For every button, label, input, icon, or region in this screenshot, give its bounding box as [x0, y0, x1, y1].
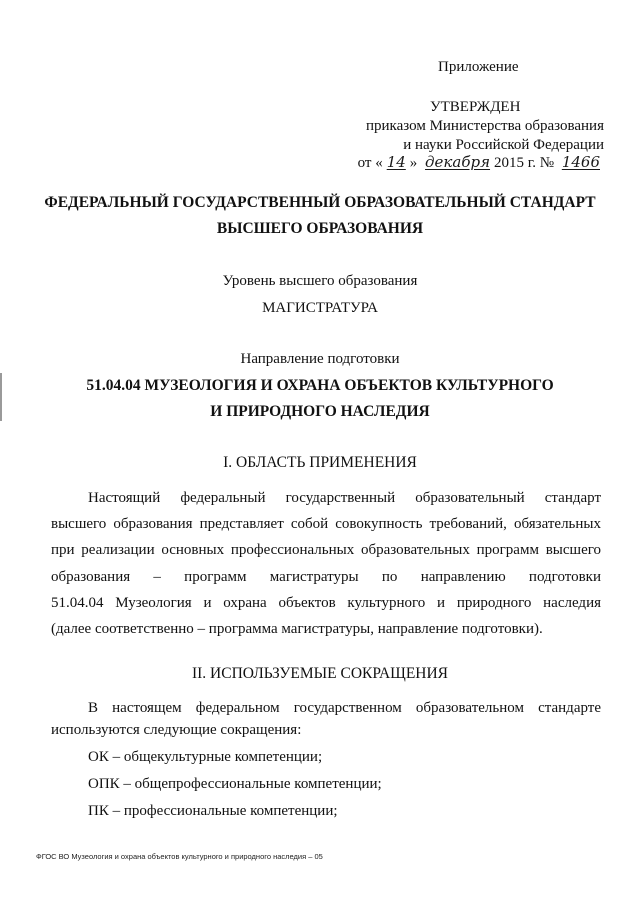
paragraph-line: при реализации основных профессиональных образовательных программ высшего: [51, 542, 601, 558]
direction-label: Направление подготовки: [240, 351, 400, 367]
date-year: 2015 г. №: [494, 155, 555, 171]
paragraph-line: образования – программ магистратуры по направлению подготовки: [51, 569, 601, 585]
paragraph-line: используются следующие сокращения:: [51, 722, 302, 738]
date-mid: »: [409, 155, 418, 171]
direction-title-line-2: И ПРИРОДНОГО НАСЛЕДИЯ: [210, 403, 430, 420]
order-date-line: [358, 153, 604, 172]
order-line-2: и науки Российской Федерации: [403, 137, 604, 153]
abbreviation-item: ПК – профессиональные компетенции;: [88, 803, 338, 819]
paragraph-line: высшего образования представляет собой совокупность требований, обязательных: [51, 516, 601, 532]
abbreviation-item: ОПК – общепрофессиональные компетенции;: [88, 776, 382, 792]
handwritten-day: 14: [386, 153, 406, 171]
direction-title-line-1: 51.04.04 МУЗЕОЛОГИЯ И ОХРАНА ОБЪЕКТОВ КУЛЬТУРНОГО: [86, 377, 554, 394]
paragraph-line: 51.04.04 Музеология и охрана объектов культурного и природного наследия: [51, 595, 601, 611]
page-footer: ФГОС ВО Музеология и охрана объектов культурного и природного наследия – 05: [36, 852, 323, 861]
handwritten-order-number: 1466: [561, 153, 600, 171]
paragraph-line: В настоящем федеральном государственном образовательном стандарте: [88, 700, 601, 716]
paragraph-line: Настоящий федеральный государственный образовательный стандарт: [88, 490, 601, 506]
education-level-label: Уровень высшего образования: [222, 273, 418, 289]
abbreviation-item: ОК – общекультурные компетенции;: [88, 749, 323, 765]
document-title-line-2: ВЫСШЕГО ОБРАЗОВАНИЯ: [216, 220, 424, 237]
document-title-line-1: ФЕДЕРАЛЬНЫЙ ГОСУДАРСТВЕННЫЙ ОБРАЗОВАТЕЛЬНЫЙ СТАНДАРТ: [44, 194, 596, 211]
section-heading-scope: I. ОБЛАСТЬ ПРИМЕНЕНИЯ: [223, 454, 417, 471]
order-line-1: приказом Министерства образования: [366, 118, 604, 134]
section-heading-abbreviations: II. ИСПОЛЬЗУЕМЫЕ СОКРАЩЕНИЯ: [191, 665, 449, 682]
date-prefix: от «: [357, 155, 383, 171]
handwritten-month: декабря: [425, 153, 491, 171]
approved-label: УТВЕРЖДЕН: [430, 99, 521, 115]
paragraph-line: (далее соответственно – программа магистратуры, направление подготовки).: [51, 621, 543, 637]
education-level-value: МАГИСТРАТУРА: [262, 300, 378, 316]
appendix-label: Приложение: [438, 59, 519, 75]
